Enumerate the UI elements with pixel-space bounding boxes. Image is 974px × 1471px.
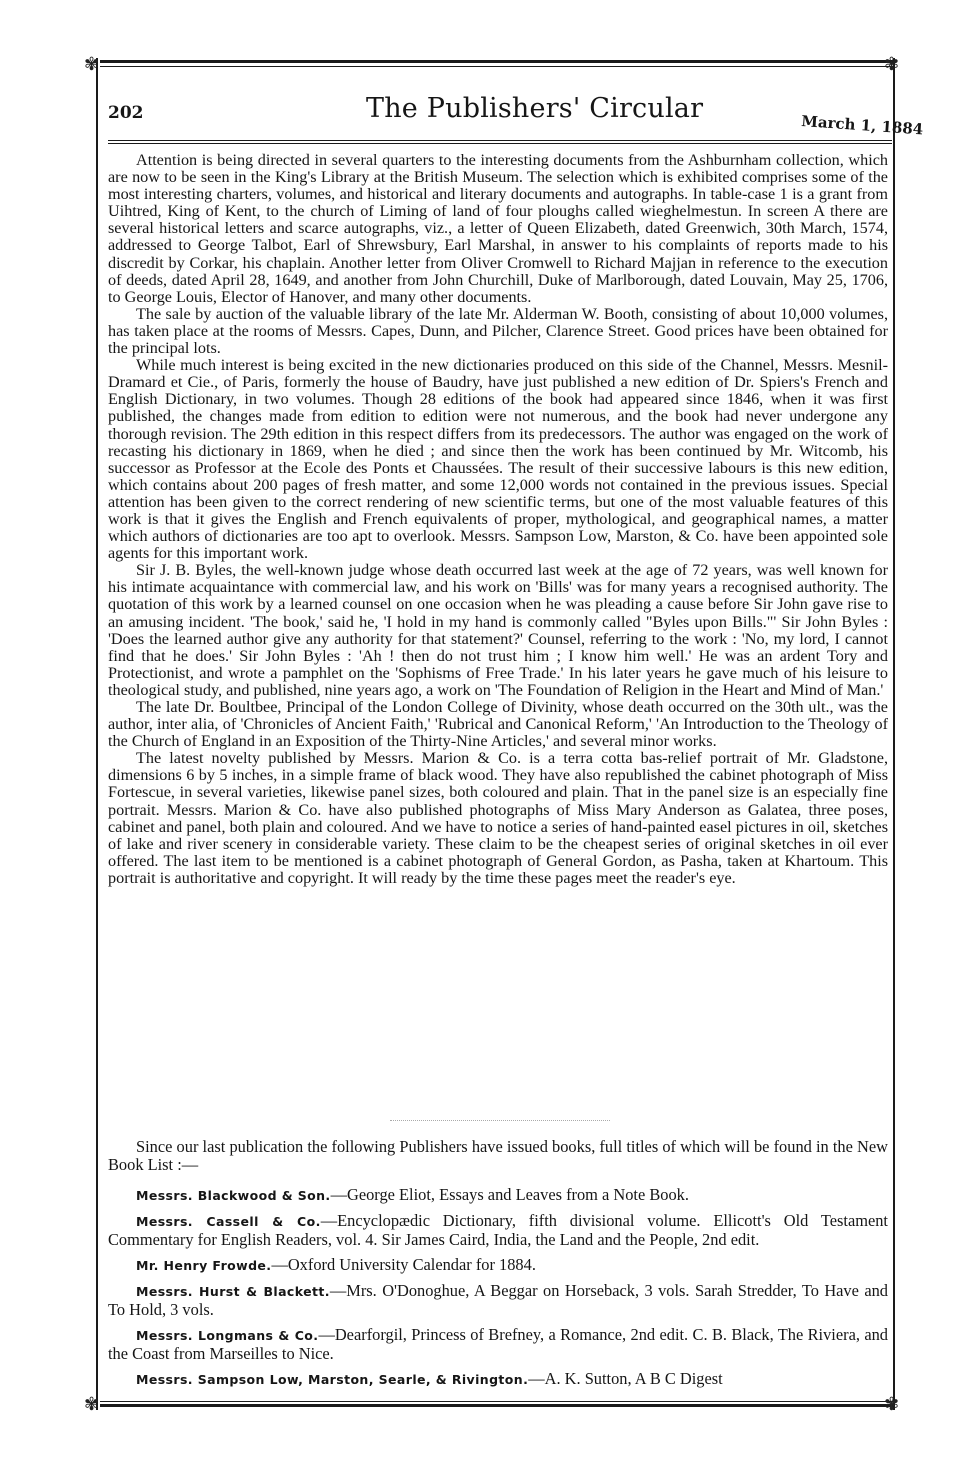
corner-ornament-top-right-icon: ✾ (884, 54, 900, 75)
news-column (108, 152, 888, 887)
paragraph-boultbee: The late Dr. Boultbee, Principal of the London College of Divinity, whose death occurred on the 30th ult., was the author, inter alia, of 'Chronicles of Ancient Faith,' 'Rubrical and Canonical Reform,' 'An Introduction to the Theology of the Church of England in an Exposition of the Thirty-Nine Articles,' and several minor works. (108, 698, 888, 751)
paragraph-ashburnham: Attention is being directed in several quarters to the interesting documents from the Ashburnham collection, which are now to be seen in the King's Library at the British Museum. The selection which is exhibited comprises some of the most interesting charters, volumes, and historical and literary documents and autographs. In table-case 1 is a grant from Uihtred, King of Kent, to the church of Liming of land of four ploughs called wieghelmestun. In screen A there are several historical letters and scarce autographs, viz., a letter of Queen Elizabeth, dated Greenwich, 30th March, 1574, addressed to George Talbot, Earl of Shrewsbury, Earl Marshal, in answer to his complaints of reports made to his discredit by Corkar, his chaplain. Another letter from Oliver Cromwell to Richard Majjan in reference to the execution of deeds, dated April 28, 1649, and another from John Churchill, Duke of Marlborough, dated Louvain, May 25, 1706, to George Louis, Elector of Hanover, and many other documents. (108, 151, 888, 306)
book-titles: —Dearforgil, Princess of Brefney, a Romance, 2nd edit. C. B. Black, The Riviera, and the Coast from Marseilles to Nice. (108, 1325, 888, 1363)
list-item (108, 1370, 888, 1389)
header-rule (108, 140, 892, 141)
list-item (108, 1212, 888, 1249)
book-titles: —George Eliot, Essays and Leaves from a Note Book. (330, 1185, 689, 1204)
top-rule-thin (100, 66, 895, 67)
paragraph-booth-sale: The sale by auction of the valuable library of the late Mr. Alderman W. Booth, consisting of about 10,000 volumes, has taken place at the rooms of Messrs. Capes, Dunn, and Pilcher, Clarence Street. Good prices have been obtained for the principal lots. (108, 304, 888, 358)
list-item (108, 1186, 888, 1205)
paragraph-marion: The latest novelty published by Messrs. Marion & Co. is a terra cotta bas-relief portrait of Mr. Gladstone, dimensions 6 by 5 inches, in a simple frame of black wood. They have also republished the cabinet photograph of Miss Fortescue, in several varieties, likewise panel sizes, both coloured and plain. That in the panel size is an especially fine portrait. Messrs. Marion & Co. have also published photographs of Miss Mary Anderson as Galatea, three poses, cabinet and panel, both plain and coloured. And we have to notice a series of hand-painted easel pictures in oil, sketches of lake and river scenery in considerable variety. These claim to be the cheapest series of original sketches in oil ever offered. The last item to be mentioned is a cabinet photograph of General Gordon, as Pasha, taken at Khartoum. This portrait is authoritative and copyright. It will ready by the time these pages meet the reader's eye. (108, 749, 888, 887)
publisher-name: Messrs. Cassell & Co. (136, 1214, 321, 1229)
issue-date: March 1, 1884 (800, 112, 924, 139)
book-titles: —Encyclopædic Dictionary, fifth divisional volume. Ellicott's Old Testament Commentary for English Readers, vol. 4. Sir James Caird, India, the Land and the People, 2nd edit. (108, 1211, 888, 1249)
corner-ornament-top-left-icon: ✾ (84, 54, 100, 75)
bottom-rule-thin (100, 1401, 895, 1402)
header-rule-double (108, 143, 892, 144)
section-separator (390, 1120, 610, 1121)
paragraph-byles: Sir J. B. Byles, the well-known judge whose death occurred last week at the age of 72 years, was well known for his intimate acquaintance with commercial law, and his work on 'Bills' was for many years a recognised authority. The quotation of this work by a learned counsel on one occasion when he was pleading a cause before Sir John gave rise to an amusing incident. 'The book,' said he, 'I hold in my hand is commonly called "Byles upon Bills."' Sir John Byles : 'Does the learned author give any authority for that statement?' Counsel, referring to the work : 'No, my lord, I cannot find that he does.' Sir John Byles : 'Ah ! then do not trust him ; I know him well.' He was an ardent Tory and Protectionist, and wrote a pamphlet on the 'Sophisms of Free Trade.' In his later years he gave much of his leisure to theological study, and published, nine years ago, a work on 'The Foundation of Religion in the Heart and Mind of Man.' (108, 561, 888, 699)
paragraph-spiers-dictionary: While much interest is being excited in the new dictionaries produced on this side of the Channel, Messrs. Mesnil-Dramard et Cie., of Paris, formerly the house of Baudry, have just published a new edition of Dr. Spiers's French and English Dictionary, in two volumes. Though 28 editions of the book had appeared since 1846, when it was first published, the changes made from edition to edition were not numerous, and the book had never undergone any thorough revision. The 29th edition in this respect differs from its predecessors. The author was engaged on the work of recasting his dictionary in 1869, when he died ; and since then the work has been continued by Mr. Witcomb, his successor as Professor at the Ecole des Ponts et Chaussées. The result of their successive labours is this new edition, which contains about 200 pages of fresh matter, and some 12,000 words not contained in the previous issues. Special attention has been given to the correct rendering of new scientific terms, but one of the most valuable features of this work is that it gives the English and French equivalents of proper, mythological, and geographical names, a matter which authors of dictionaries are too apt to overlook. Messrs. Sampson Low, Marston, & Co. have been appointed sole agents for this important work. (108, 356, 888, 563)
book-titles: —Mrs. O'Donoghue, A Beggar on Horseback, 3 vols. Sarah Stredder, To Have and To Hold, 3 vols. (108, 1281, 889, 1319)
right-rule (893, 58, 895, 1410)
book-titles: —A. K. Sutton, A B C Digest (528, 1369, 723, 1388)
publisher-name: Messrs. Longmans & Co. (136, 1328, 319, 1343)
list-item (108, 1256, 888, 1275)
new-book-list (108, 1138, 888, 1396)
corner-ornament-bottom-right-icon: ✾ (884, 1394, 900, 1415)
bottom-rule-thick (100, 1404, 895, 1407)
new-book-intro: Since our last publication the following Publishers have issued books, full titles of which will be found in the New Book List :— (108, 1137, 888, 1174)
corner-ornament-bottom-left-icon: ✾ (84, 1394, 100, 1415)
left-rule (96, 58, 98, 1410)
publisher-name: Mr. Henry Frowde. (136, 1258, 272, 1273)
publisher-name: Messrs. Blackwood & Son. (136, 1188, 331, 1203)
page-number: 202 (108, 103, 144, 123)
list-item (108, 1282, 888, 1319)
publisher-name: Messrs. Hurst & Blackett. (136, 1284, 330, 1299)
top-rule-thick (100, 60, 895, 63)
book-titles: —Oxford University Calendar for 1884. (271, 1255, 536, 1274)
publisher-name: Messrs. Sampson Low, Marston, Searle, & Rivington. (136, 1372, 529, 1387)
page-title: The Publishers' Circular (366, 93, 704, 124)
list-item (108, 1326, 888, 1363)
